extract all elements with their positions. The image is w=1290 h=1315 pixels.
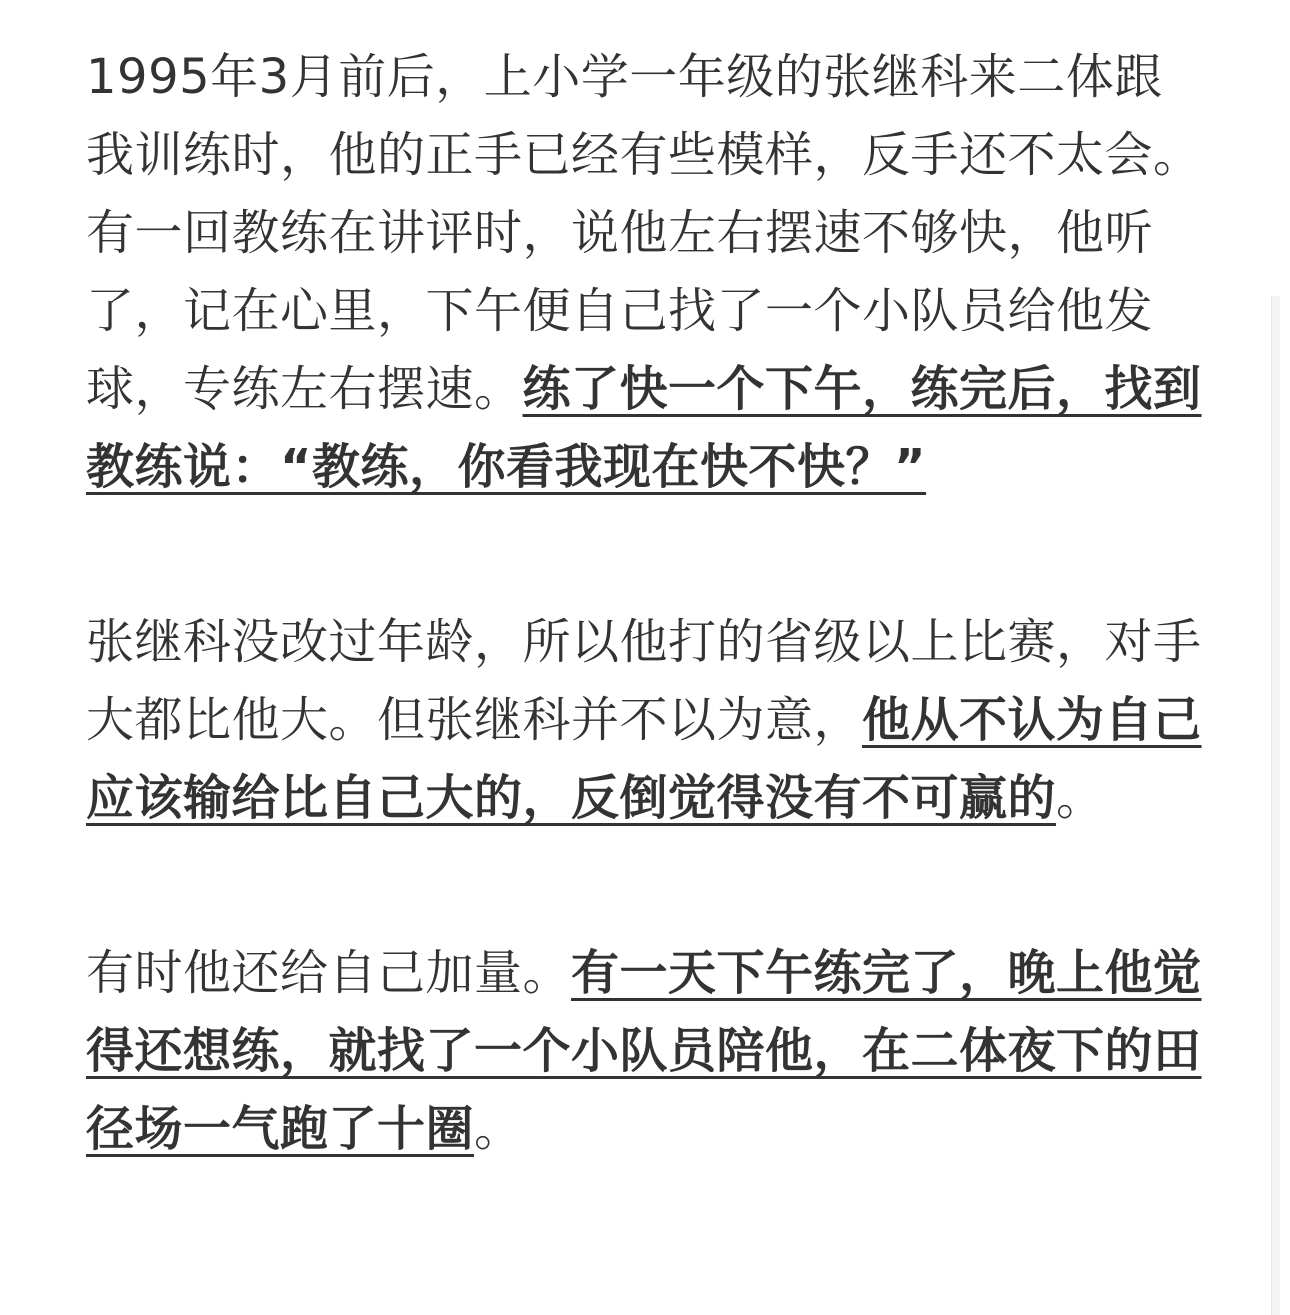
- paragraph-text: 。: [1056, 770, 1105, 826]
- paragraph-text: 1995年3月前后，上小学一年级的张继科来二体跟我训练时，他的正手已经有些模样，反手还不太会。有一回教练在讲评时，说他左右摆速不够快，他听了，记在心里，下午便自己找了一个小队员给他发球，专练左右摆速。: [86, 49, 1202, 417]
- underlined-highlight: 有一天下午练完了，晚上他觉得还想练，就找了一个小队员陪他，在二体夜下的田径场一气跑了十圈: [86, 945, 1202, 1157]
- article-body: [86, 38, 1206, 1168]
- paragraph-text: 。: [474, 1101, 523, 1157]
- paragraph-extra-training: [86, 934, 1206, 1168]
- paragraph-text: 张继科没改过年龄，所以他打的省级以上比赛，对手大都比他大。但张继科并不以为意，: [86, 614, 1202, 748]
- underlined-highlight: 他从不认为自己应该输给比自己大的，反倒觉得没有不可赢的: [86, 692, 1202, 826]
- paragraph-training: [86, 38, 1206, 506]
- paragraph-text: 有时他还给自己加量。: [86, 945, 572, 1001]
- paragraph-age: [86, 603, 1206, 837]
- underlined-highlight: 练了快一个下午，练完后，找到教练说：“教练，你看我现在快不快？”: [86, 361, 1202, 495]
- scrollbar[interactable]: [1271, 296, 1280, 1315]
